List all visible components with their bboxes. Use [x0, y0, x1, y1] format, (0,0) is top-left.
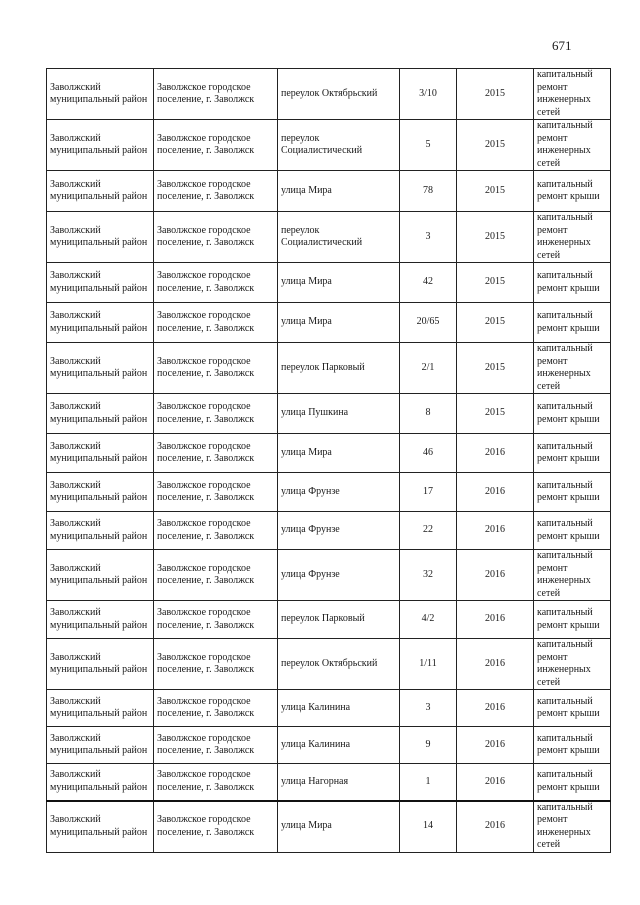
district-cell: Заволжский муниципальный район — [47, 639, 154, 690]
street-cell: улица Мира — [278, 801, 400, 853]
year-cell: 2016 — [457, 801, 534, 853]
district-cell: Заволжский муниципальный район — [47, 343, 154, 394]
work-type-cell: капитальный ремонт крыши — [534, 727, 611, 764]
table-row — [47, 263, 611, 303]
table-row — [47, 434, 611, 473]
house-number-cell: 32 — [400, 550, 457, 601]
district-cell: Заволжский муниципальный район — [47, 69, 154, 120]
district-cell: Заволжский муниципальный район — [47, 601, 154, 639]
house-number-cell: 8 — [400, 394, 457, 434]
table-row — [47, 303, 611, 343]
year-cell: 2015 — [457, 212, 534, 263]
settlement-cell: Заволжское городское поселение, г. Заволжск — [154, 263, 278, 303]
work-type-cell: капитальный ремонт крыши — [534, 601, 611, 639]
year-cell: 2016 — [457, 512, 534, 550]
house-number-cell: 22 — [400, 512, 457, 550]
house-number-cell: 17 — [400, 473, 457, 512]
district-cell: Заволжский муниципальный район — [47, 727, 154, 764]
house-number-cell: 3/10 — [400, 69, 457, 120]
table-row — [47, 801, 611, 853]
district-cell: Заволжский муниципальный район — [47, 690, 154, 727]
settlement-cell: Заволжское городское поселение, г. Заволжск — [154, 801, 278, 853]
house-number-cell: 3 — [400, 212, 457, 263]
settlement-cell: Заволжское городское поселение, г. Заволжск — [154, 473, 278, 512]
settlement-cell: Заволжское городское поселение, г. Заволжск — [154, 343, 278, 394]
work-type-cell: капитальный ремонт крыши — [534, 512, 611, 550]
settlement-cell: Заволжское городское поселение, г. Заволжск — [154, 764, 278, 801]
settlement-cell: Заволжское городское поселение, г. Заволжск — [154, 690, 278, 727]
district-cell: Заволжский муниципальный район — [47, 212, 154, 263]
table-row — [47, 601, 611, 639]
street-cell: улица Мира — [278, 434, 400, 473]
settlement-cell: Заволжское городское поселение, г. Заволжск — [154, 69, 278, 120]
year-cell: 2016 — [457, 690, 534, 727]
table-row — [47, 690, 611, 727]
year-cell: 2015 — [457, 303, 534, 343]
street-cell: переулок Социалистический — [278, 212, 400, 263]
street-cell: переулок Октябрьский — [278, 69, 400, 120]
year-cell: 2016 — [457, 434, 534, 473]
year-cell: 2015 — [457, 120, 534, 171]
repair-schedule-table — [46, 68, 611, 853]
house-number-cell: 42 — [400, 263, 457, 303]
house-number-cell: 78 — [400, 171, 457, 212]
settlement-cell: Заволжское городское поселение, г. Заволжск — [154, 212, 278, 263]
work-type-cell: капитальный ремонт крыши — [534, 394, 611, 434]
district-cell: Заволжский муниципальный район — [47, 394, 154, 434]
work-type-cell: капитальный ремонт крыши — [534, 303, 611, 343]
street-cell: переулок Социалистический — [278, 120, 400, 171]
street-cell: переулок Парковый — [278, 343, 400, 394]
district-cell: Заволжский муниципальный район — [47, 303, 154, 343]
street-cell: улица Фрунзе — [278, 473, 400, 512]
street-cell: улица Пушкина — [278, 394, 400, 434]
year-cell: 2016 — [457, 639, 534, 690]
table-row — [47, 212, 611, 263]
house-number-cell: 46 — [400, 434, 457, 473]
year-cell: 2016 — [457, 764, 534, 801]
district-cell: Заволжский муниципальный район — [47, 550, 154, 601]
house-number-cell: 2/1 — [400, 343, 457, 394]
work-type-cell: капитальный ремонт инженерных сетей — [534, 120, 611, 171]
work-type-cell: капитальный ремонт инженерных сетей — [534, 801, 611, 853]
district-cell: Заволжский муниципальный район — [47, 764, 154, 801]
year-cell: 2015 — [457, 343, 534, 394]
street-cell: переулок Парковый — [278, 601, 400, 639]
street-cell: улица Фрунзе — [278, 550, 400, 601]
street-cell: улица Мира — [278, 303, 400, 343]
year-cell: 2015 — [457, 69, 534, 120]
house-number-cell: 20/65 — [400, 303, 457, 343]
table-row — [47, 512, 611, 550]
year-cell: 2016 — [457, 727, 534, 764]
district-cell: Заволжский муниципальный район — [47, 434, 154, 473]
settlement-cell: Заволжское городское поселение, г. Заволжск — [154, 601, 278, 639]
year-cell: 2016 — [457, 550, 534, 601]
work-type-cell: капитальный ремонт инженерных сетей — [534, 639, 611, 690]
table-body — [47, 69, 611, 853]
year-cell: 2015 — [457, 394, 534, 434]
table-row — [47, 69, 611, 120]
settlement-cell: Заволжское городское поселение, г. Заволжск — [154, 303, 278, 343]
work-type-cell: капитальный ремонт крыши — [534, 473, 611, 512]
work-type-cell: капитальный ремонт инженерных сетей — [534, 69, 611, 120]
table-row — [47, 727, 611, 764]
year-cell: 2015 — [457, 171, 534, 212]
year-cell: 2016 — [457, 601, 534, 639]
settlement-cell: Заволжское городское поселение, г. Заволжск — [154, 171, 278, 212]
house-number-cell: 3 — [400, 690, 457, 727]
street-cell: улица Калинина — [278, 690, 400, 727]
work-type-cell: капитальный ремонт инженерных сетей — [534, 212, 611, 263]
district-cell: Заволжский муниципальный район — [47, 120, 154, 171]
settlement-cell: Заволжское городское поселение, г. Заволжск — [154, 727, 278, 764]
year-cell: 2015 — [457, 263, 534, 303]
house-number-cell: 1/11 — [400, 639, 457, 690]
district-cell: Заволжский муниципальный район — [47, 512, 154, 550]
house-number-cell: 14 — [400, 801, 457, 853]
year-cell: 2016 — [457, 473, 534, 512]
table-row — [47, 171, 611, 212]
settlement-cell: Заволжское городское поселение, г. Заволжск — [154, 394, 278, 434]
street-cell: переулок Октябрьский — [278, 639, 400, 690]
table-row — [47, 343, 611, 394]
table-row — [47, 764, 611, 801]
house-number-cell: 4/2 — [400, 601, 457, 639]
house-number-cell: 1 — [400, 764, 457, 801]
work-type-cell: капитальный ремонт крыши — [534, 764, 611, 801]
street-cell: улица Мира — [278, 171, 400, 212]
table-row — [47, 394, 611, 434]
street-cell: улица Мира — [278, 263, 400, 303]
district-cell: Заволжский муниципальный район — [47, 801, 154, 853]
settlement-cell: Заволжское городское поселение, г. Заволжск — [154, 550, 278, 601]
table-row — [47, 550, 611, 601]
work-type-cell: капитальный ремонт крыши — [534, 690, 611, 727]
settlement-cell: Заволжское городское поселение, г. Заволжск — [154, 512, 278, 550]
district-cell: Заволжский муниципальный район — [47, 263, 154, 303]
table-row — [47, 473, 611, 512]
street-cell: улица Калинина — [278, 727, 400, 764]
street-cell: улица Фрунзе — [278, 512, 400, 550]
table-row — [47, 120, 611, 171]
page-number: 671 — [552, 38, 572, 53]
work-type-cell: капитальный ремонт крыши — [534, 263, 611, 303]
settlement-cell: Заволжское городское поселение, г. Заволжск — [154, 639, 278, 690]
work-type-cell: капитальный ремонт крыши — [534, 434, 611, 473]
settlement-cell: Заволжское городское поселение, г. Заволжск — [154, 434, 278, 473]
house-number-cell: 9 — [400, 727, 457, 764]
district-cell: Заволжский муниципальный район — [47, 473, 154, 512]
work-type-cell: капитальный ремонт крыши — [534, 171, 611, 212]
work-type-cell: капитальный ремонт инженерных сетей — [534, 343, 611, 394]
street-cell: улица Нагорная — [278, 764, 400, 801]
house-number-cell: 5 — [400, 120, 457, 171]
district-cell: Заволжский муниципальный район — [47, 171, 154, 212]
table-row — [47, 639, 611, 690]
work-type-cell: капитальный ремонт инженерных сетей — [534, 550, 611, 601]
settlement-cell: Заволжское городское поселение, г. Заволжск — [154, 120, 278, 171]
